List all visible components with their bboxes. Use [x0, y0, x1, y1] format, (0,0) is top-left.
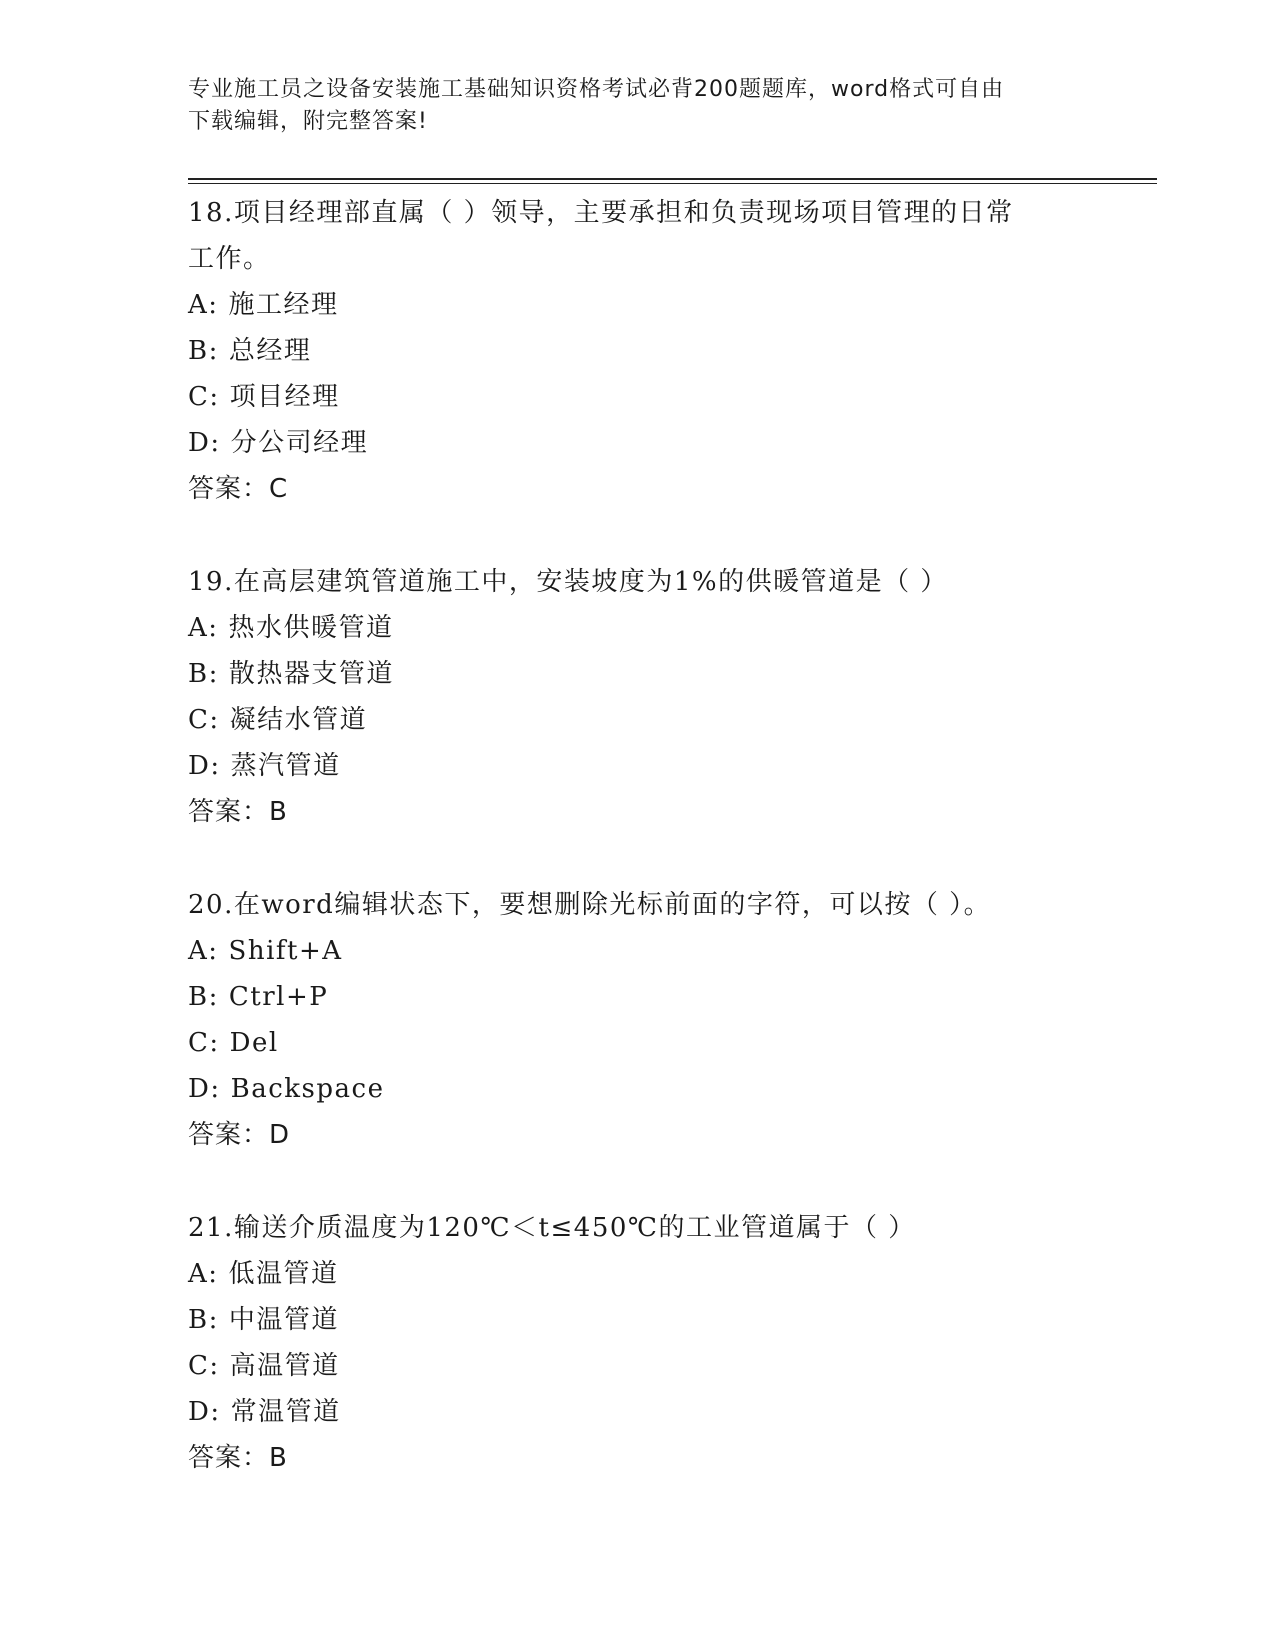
- option-text: 项目经理: [229, 382, 340, 412]
- option-label: D:: [188, 751, 221, 781]
- option-text: 分公司经理: [230, 428, 369, 458]
- answer-line: 答案：B: [188, 797, 288, 827]
- question-18: [188, 190, 1088, 512]
- question-19: [188, 559, 1088, 835]
- option-label: A:: [188, 1259, 219, 1289]
- option-b: [188, 328, 1088, 374]
- option-c: [188, 697, 1088, 743]
- option-label: B:: [188, 1305, 219, 1335]
- option-text: 蒸汽管道: [230, 751, 341, 781]
- option-text: 散热器支管道: [228, 659, 394, 689]
- option-text: 高温管道: [229, 1351, 340, 1381]
- question-21: [188, 1205, 1088, 1481]
- question-stem-continued: 工作。: [188, 244, 271, 274]
- header-line-2: 下载编辑，附完整答案!: [188, 109, 428, 134]
- option-d: [188, 743, 1088, 789]
- option-text: 总经理: [228, 336, 312, 366]
- question-stem: 18.项目经理部直属（ ）领导，主要承担和负责现场项目管理的日常: [188, 198, 1014, 228]
- option-text: 低温管道: [228, 1259, 339, 1289]
- question-20: [188, 882, 1088, 1158]
- option-a: [188, 928, 1088, 974]
- option-label: A:: [188, 936, 219, 966]
- header-line-1: 专业施工员之设备安装施工基础知识资格考试必背200题题库，word格式可自由: [188, 77, 1005, 102]
- answer-line: 答案：B: [188, 1443, 288, 1473]
- option-label: D:: [188, 1397, 221, 1427]
- option-b: [188, 651, 1088, 697]
- option-a: [188, 1251, 1088, 1297]
- option-text: 凝结水管道: [229, 705, 368, 735]
- option-c: [188, 1020, 1088, 1066]
- option-text: 中温管道: [228, 1305, 339, 1335]
- header-divider-thin: [188, 183, 1157, 184]
- option-label: C:: [188, 705, 220, 735]
- question-stem: 19.在高层建筑管道施工中，安装坡度为1%的供暖管道是（ ）: [188, 567, 948, 597]
- option-label: B:: [188, 659, 219, 689]
- question-stem: 20.在word编辑状态下，要想删除光标前面的字符，可以按（ ）。: [188, 890, 992, 920]
- document-header: [188, 74, 1068, 138]
- option-label: B:: [188, 982, 219, 1012]
- option-label: D:: [188, 428, 221, 458]
- option-c: [188, 374, 1088, 420]
- option-c: [188, 1343, 1088, 1389]
- question-stem: 21.输送介质温度为120℃＜t≤450℃的工业管道属于（ ）: [188, 1213, 916, 1243]
- option-b: [188, 1297, 1088, 1343]
- option-d: [188, 1389, 1088, 1435]
- option-d: [188, 420, 1088, 466]
- option-b: [188, 974, 1088, 1020]
- option-label: B:: [188, 336, 219, 366]
- option-label: A:: [188, 613, 219, 643]
- option-text: Shift+A: [228, 936, 343, 966]
- option-a: [188, 605, 1088, 651]
- option-text: Backspace: [230, 1074, 385, 1104]
- option-text: Del: [229, 1028, 279, 1058]
- option-label: D:: [188, 1074, 221, 1104]
- option-label: C:: [188, 382, 220, 412]
- option-d: [188, 1066, 1088, 1112]
- option-text: 施工经理: [228, 290, 339, 320]
- option-label: C:: [188, 1351, 220, 1381]
- header-divider: [188, 178, 1157, 180]
- option-a: [188, 282, 1088, 328]
- answer-line: 答案：D: [188, 1120, 291, 1150]
- option-text: 常温管道: [230, 1397, 341, 1427]
- option-label: A:: [188, 290, 219, 320]
- question-list: [188, 190, 1088, 1528]
- option-label: C:: [188, 1028, 220, 1058]
- answer-line: 答案：C: [188, 474, 289, 504]
- option-text: Ctrl+P: [228, 982, 329, 1012]
- option-text: 热水供暖管道: [228, 613, 394, 643]
